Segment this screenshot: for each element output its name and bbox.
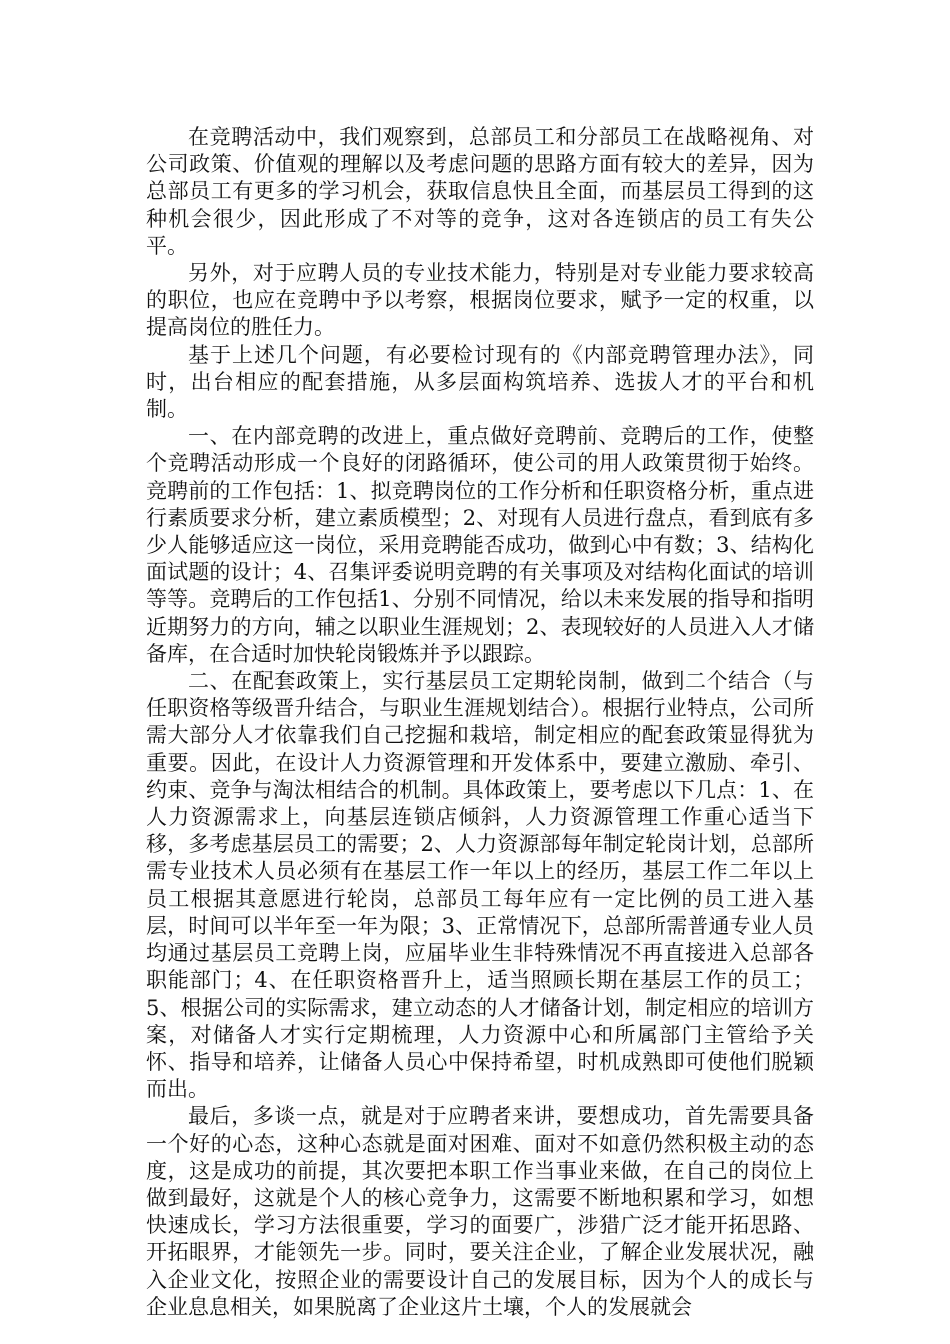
document-body xyxy=(146,124,814,1321)
paragraph-6: 最后，多谈一点，就是对于应聘者来讲，要想成功，首先需要具备一个好的心态，这种心态就是面对困难、面对不如意仍然积极主动的态度，这是成功的前提，其次要把本职工作当事业来做，在自己的岗位上做到最好，这就是个人的核心竞争力，这需要不断地积累和学习，如想快速成长，学习方法很重要，学习的面要广，涉猎广泛才能开拓思路、开拓眼界，才能领先一步。同时，要关注企业，了解企业发展状况，融入企业文化，按照企业的需要设计自己的发展目标，因为个人的成长与企业息息相关，如果脱离了企业这片土壤，个人的发展就会 xyxy=(146,1104,814,1319)
paragraph-1: 在竞聘活动中，我们观察到，总部员工和分部员工在战略视角、对公司政策、价值观的理解以及考虑问题的思路方面有较大的差异，因为总部员工有更多的学习机会，获取信息快且全面，而基层员工得到的这种机会很少，因此形成了不对等的竞争，这对各连锁店的员工有失公平。 xyxy=(146,125,814,258)
paragraph-4: 一、在内部竞聘的改进上，重点做好竞聘前、竞聘后的工作，使整个竞聘活动形成一个良好的闭路循环，使公司的用人政策贯彻于始终。竞聘前的工作包括：1、拟竞聘岗位的工作分析和任职资格分析，重点进行素质要求分析，建立素质模型；2、对现有人员进行盘点，看到底有多少人能够适应这一岗位，采用竞聘能否成功，做到心中有数；3、结构化面试题的设计；4、召集评委说明竞聘的有关事项及对结构化面试的培训等等。竞聘后的工作包括1、分别不同情况，给以未来发展的指导和指明近期努力的方向，辅之以职业生涯规划；2、表现较好的人员进入人才储备库，在合适时加快轮岗锻炼并予以跟踪。 xyxy=(146,424,814,666)
paragraph-5: 二、在配套政策上，实行基层员工定期轮岗制，做到二个结合（与任职资格等级晋升结合，与职业生涯规划结合）。根据行业特点，公司所需大部分人才依靠我们自己挖掘和栽培，制定相应的配套政策显得犹为重要。因此，在设计人力资源管理和开发体系中，要建立激励、牵引、约束、竞争与淘汰相结合的机制。具体政策上，要考虑以下几点：1、在人力资源需求上，向基层连锁店倾斜，人力资源管理工作重心适当下移，多考虑基层员工的需要；2、人力资源部每年制定轮岗计划，总部所需专业技术人员必须有在基层工作一年以上的经历，基层工作二年以上员工根据其意愿进行轮岗，总部员工每年应有一定比例的员工进入基层，时间可以半年至一年为限；3、正常情况下，总部所需普通专业人员均通过基层员工竞聘上岗，应届毕业生非特殊情况不再直接进入总部各职能部门；4、在任职资格晋升上，适当照顾长期在基层工作的员工；5、根据公司的实际需求，建立动态的人才储备计划，制定相应的培训方案，对储备人才实行定期梳理，人力资源中心和所属部门主管给予关怀、指导和培养，让储备人员心中保持希望，时机成熟即可使他们脱颖而出。 xyxy=(146,669,814,1102)
paragraph-2: 另外，对于应聘人员的专业技术能力，特别是对专业能力要求较高的职位，也应在竞聘中予以考察，根据岗位要求，赋予一定的权重，以提高岗位的胜任力。 xyxy=(146,261,814,340)
paragraph-3: 基于上述几个问题，有必要检讨现有的《内部竞聘管理办法》，同时，出台相应的配套措施，从多层面构筑培养、选拔人才的平台和机制。 xyxy=(146,342,814,422)
